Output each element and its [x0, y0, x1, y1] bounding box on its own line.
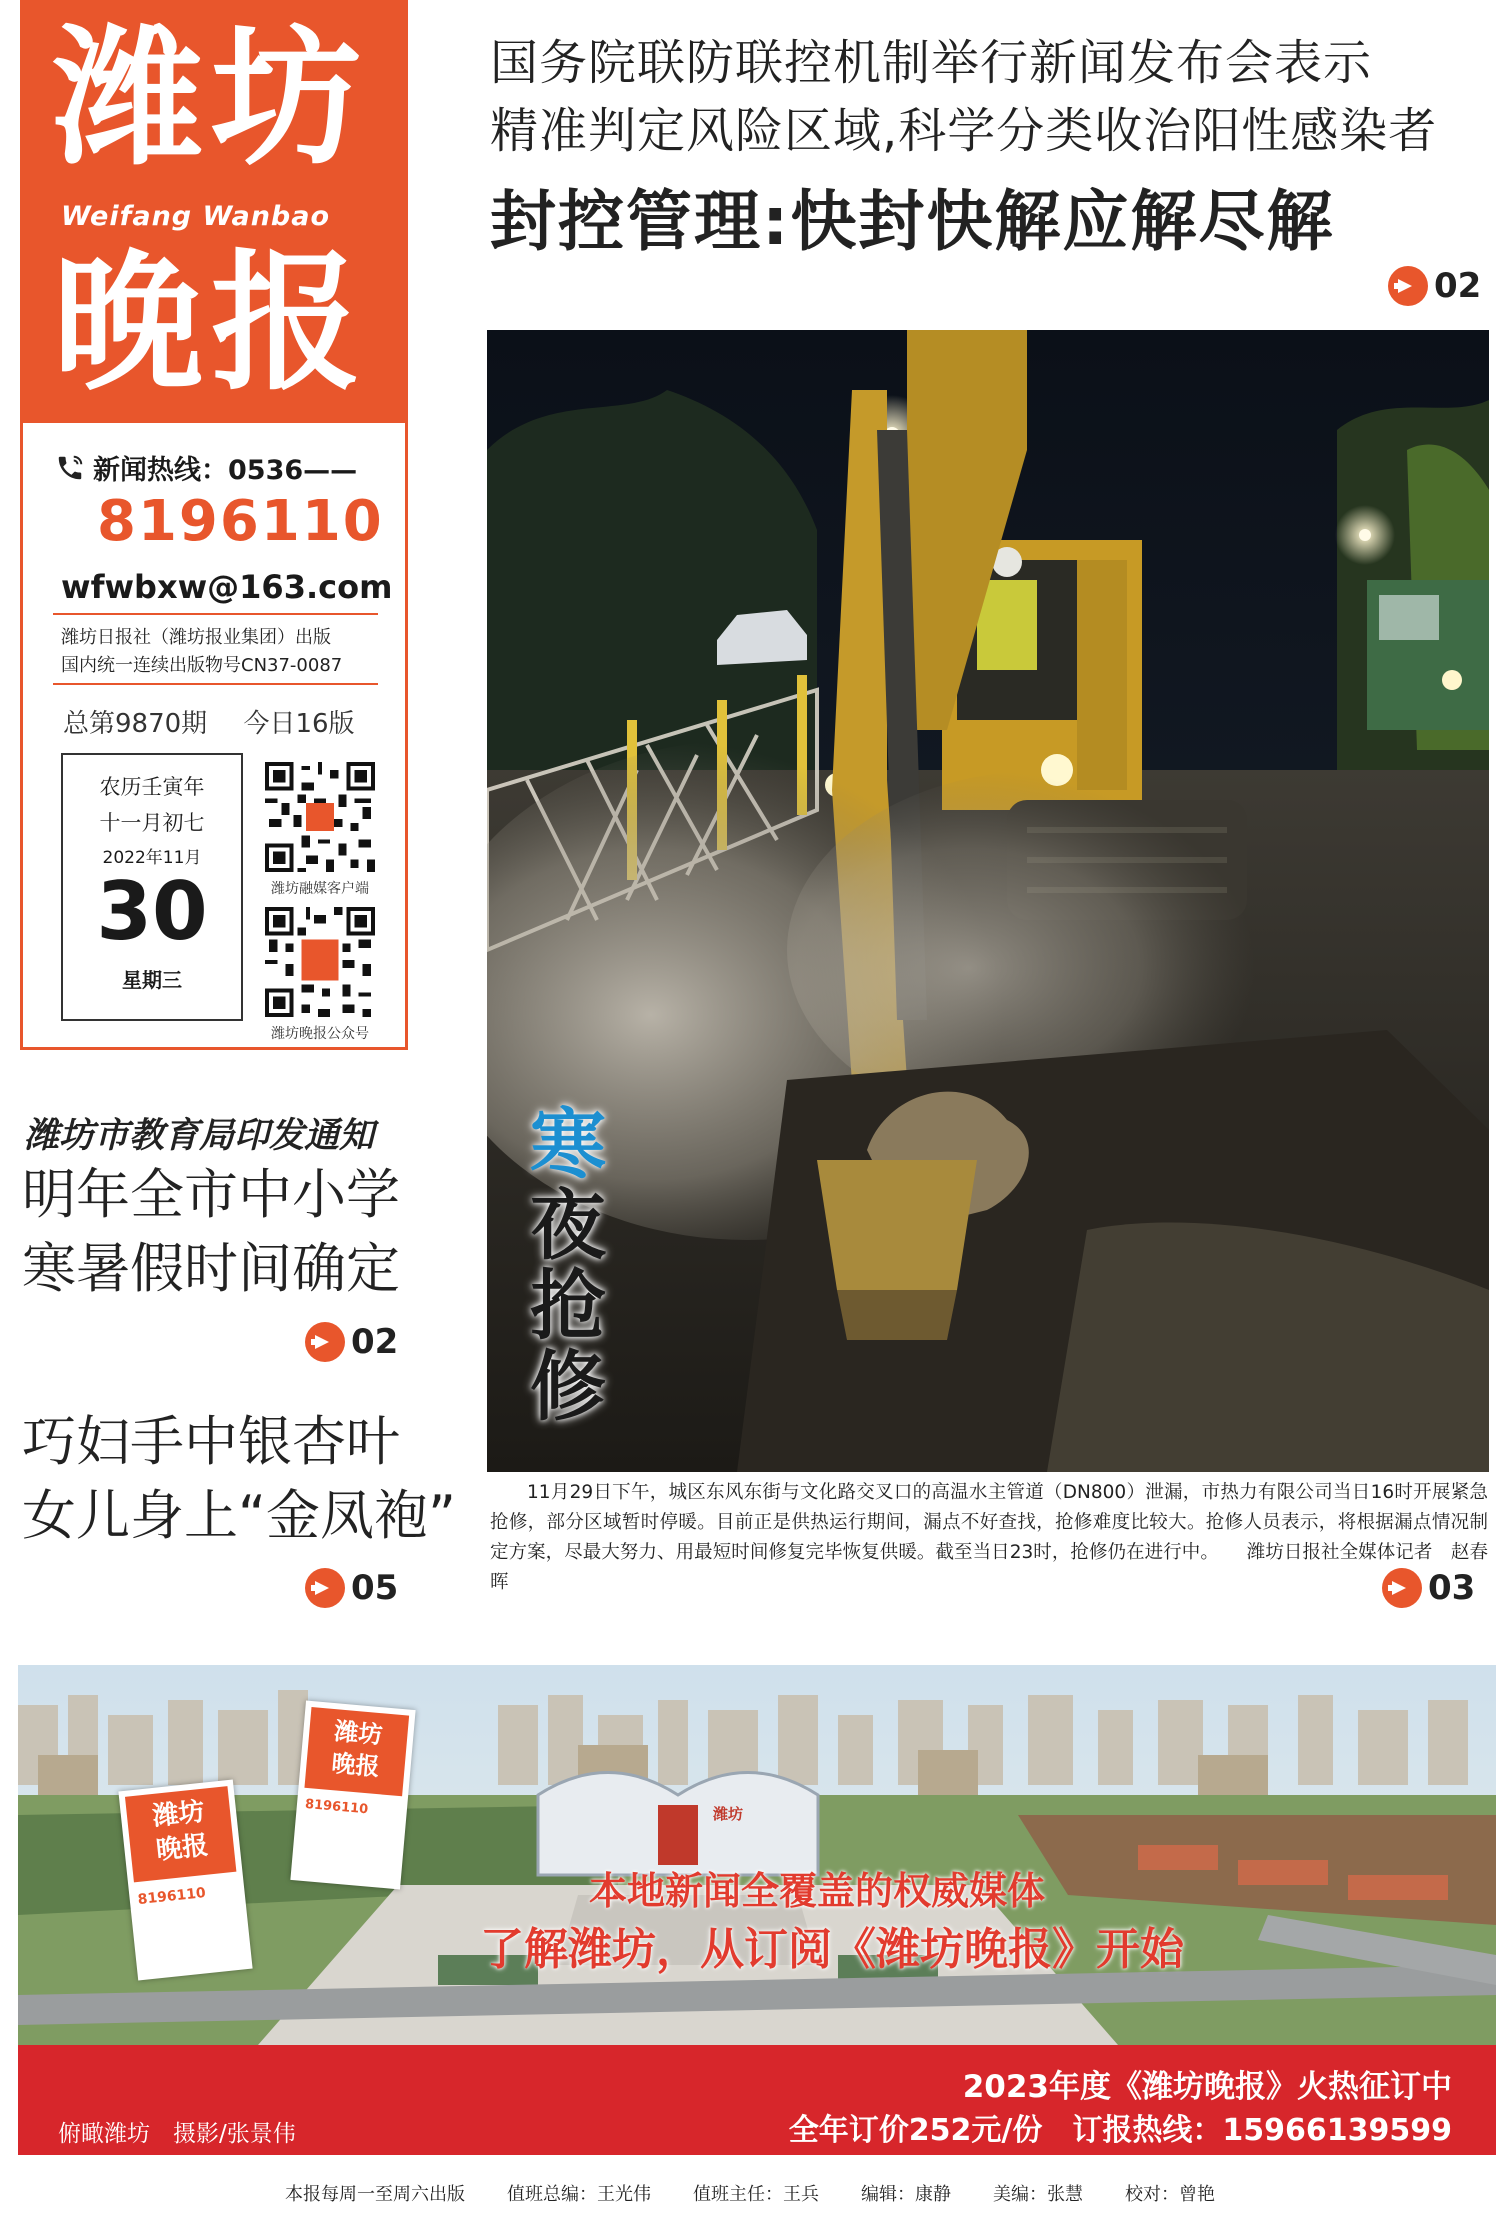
photo-title-char: 修	[530, 1341, 606, 1431]
night-repair-image	[487, 330, 1489, 1472]
banner-slogan-line2: 了解潍坊，从订阅《潍坊晚报》开始	[480, 1924, 1184, 1975]
registration-line: 国内统一连续出版物号CN37-0087	[61, 655, 343, 676]
footer-item: 本报每周一至周六出版	[285, 2184, 465, 2205]
masthead-title-line2: 晚报	[53, 235, 370, 411]
card-title-line1: 潍坊	[333, 1716, 384, 1750]
issue-total: 总第9870期	[63, 709, 208, 739]
lunar-day: 十一月初七	[99, 811, 205, 835]
footer-item: 值班主任：王兵	[693, 2184, 819, 2205]
card-title-line2: 晚报	[154, 1830, 210, 1866]
banner-slogan-line1: 本地新闻全覆盖的权威媒体	[588, 1869, 1045, 1913]
hotline-label: 新闻热线：0536——	[93, 455, 358, 486]
page-number: 03	[1428, 1568, 1476, 1608]
headline-sub-line1: 国务院联防联控机制举行新闻发布会表示	[490, 35, 1373, 91]
masthead	[20, 0, 408, 1050]
subscription-notice: 2023年度《潍坊晚报》火热征订中	[962, 2069, 1452, 2105]
headline-sub-line2: 精准判定风险区域,科学分类收治阳性感染者	[490, 103, 1438, 159]
news-kicker: 潍坊市教育局印发通知	[24, 1115, 375, 1156]
news-headline-line[interactable]: 女儿身上“金凤袍”	[22, 1484, 456, 1547]
news-headline-line[interactable]: 寒暑假时间确定	[22, 1237, 400, 1300]
footer-item: 校对：曾艳	[1125, 2184, 1215, 2205]
photo-title-char: 寒	[530, 1100, 606, 1189]
weekday: 星期三	[122, 968, 182, 992]
card-hotline: 8196110	[304, 1796, 369, 1818]
footer-item: 美编：张慧	[993, 2184, 1083, 2205]
card-title-line1: 潍坊	[151, 1796, 207, 1832]
subscription-price-hotline[interactable]: 全年订价252元/份 订报热线：15966139599	[788, 2113, 1452, 2148]
page-ref-news-1[interactable]	[305, 1322, 398, 1362]
news-headline-line[interactable]: 明年全市中小学	[22, 1163, 400, 1226]
qr-caption-wechat: 潍坊晚报公众号	[271, 1026, 369, 1042]
arrow-right-icon	[1388, 266, 1428, 306]
hotline-row	[55, 448, 357, 487]
lunar-year: 农历壬寅年	[99, 775, 205, 799]
page-number: 02	[351, 1322, 399, 1362]
page-number: 05	[351, 1568, 399, 1608]
contact-email: wfwbxw@163.com	[61, 568, 393, 606]
page-ref-news-2[interactable]	[305, 1568, 398, 1608]
card-hotline: 8196110	[137, 1885, 207, 1909]
date-box	[61, 753, 243, 1021]
pages-today: 今日16版	[243, 709, 355, 739]
divider	[53, 683, 378, 685]
divider	[53, 613, 378, 615]
footer-staff-line	[0, 2180, 1500, 2210]
subscription-banner[interactable]	[18, 1665, 1496, 2155]
day-number: 30	[96, 865, 208, 958]
masthead-pinyin: Weifang Wanbao	[61, 201, 331, 232]
photo-title	[530, 1100, 620, 1431]
hotline-number: 8196110	[97, 489, 384, 554]
arrow-right-icon	[1382, 1568, 1422, 1608]
qr-code-icon	[261, 758, 379, 876]
news-headline-line[interactable]: 巧妇手中银杏叶	[22, 1410, 400, 1473]
station-sign: 潍坊	[713, 1805, 744, 1823]
card-title-line2: 晚报	[330, 1748, 381, 1782]
qr-caption-app: 潍坊融媒客户端	[271, 881, 369, 897]
qr-code-icon	[261, 903, 379, 1021]
photo-credit: 俯瞰潍坊 摄影/张景伟	[58, 2121, 296, 2147]
page-ref-headline[interactable]	[1388, 266, 1481, 306]
phone-icon	[55, 453, 85, 483]
arrow-right-icon	[305, 1568, 345, 1608]
repair-photo	[487, 330, 1489, 1472]
photo-title-char: 夜	[530, 1180, 606, 1270]
photo-title-char: 抢	[530, 1261, 606, 1351]
headline-main[interactable]: 封控管理:快封快解应解尽解	[490, 183, 1335, 260]
photo-caption: 11月29日下午，城区东风东街与文化路交叉口的高温水主管道（DN800）泄漏，市热力有限公司当日16时开展紧急抢修，部分区域暂时停暖。目前正是供热运行期间，漏点不好查找，抢修难度比较大。抢修人员表示，将根据漏点情况制定方案，尽最大努力、用最短时间修复完毕恢复供暖。截至当日23时，抢修仍在进行中。 潍坊日报社全媒体记者 赵春晖	[490, 1482, 1488, 1593]
year-month: 2022年11月	[102, 848, 202, 868]
masthead-logo-block	[23, 3, 405, 423]
footer-item: 值班总编：王光伟	[507, 2184, 651, 2205]
issue-row	[63, 703, 383, 740]
masthead-title-line1: 潍坊	[53, 10, 370, 186]
publisher-line: 潍坊日报社（潍坊报业集团）出版	[61, 627, 331, 648]
page-ref-photo[interactable]	[1382, 1568, 1475, 1608]
footer-item: 编辑：康静	[861, 2184, 951, 2205]
arrow-right-icon	[305, 1322, 345, 1362]
page-number: 02	[1434, 266, 1482, 306]
